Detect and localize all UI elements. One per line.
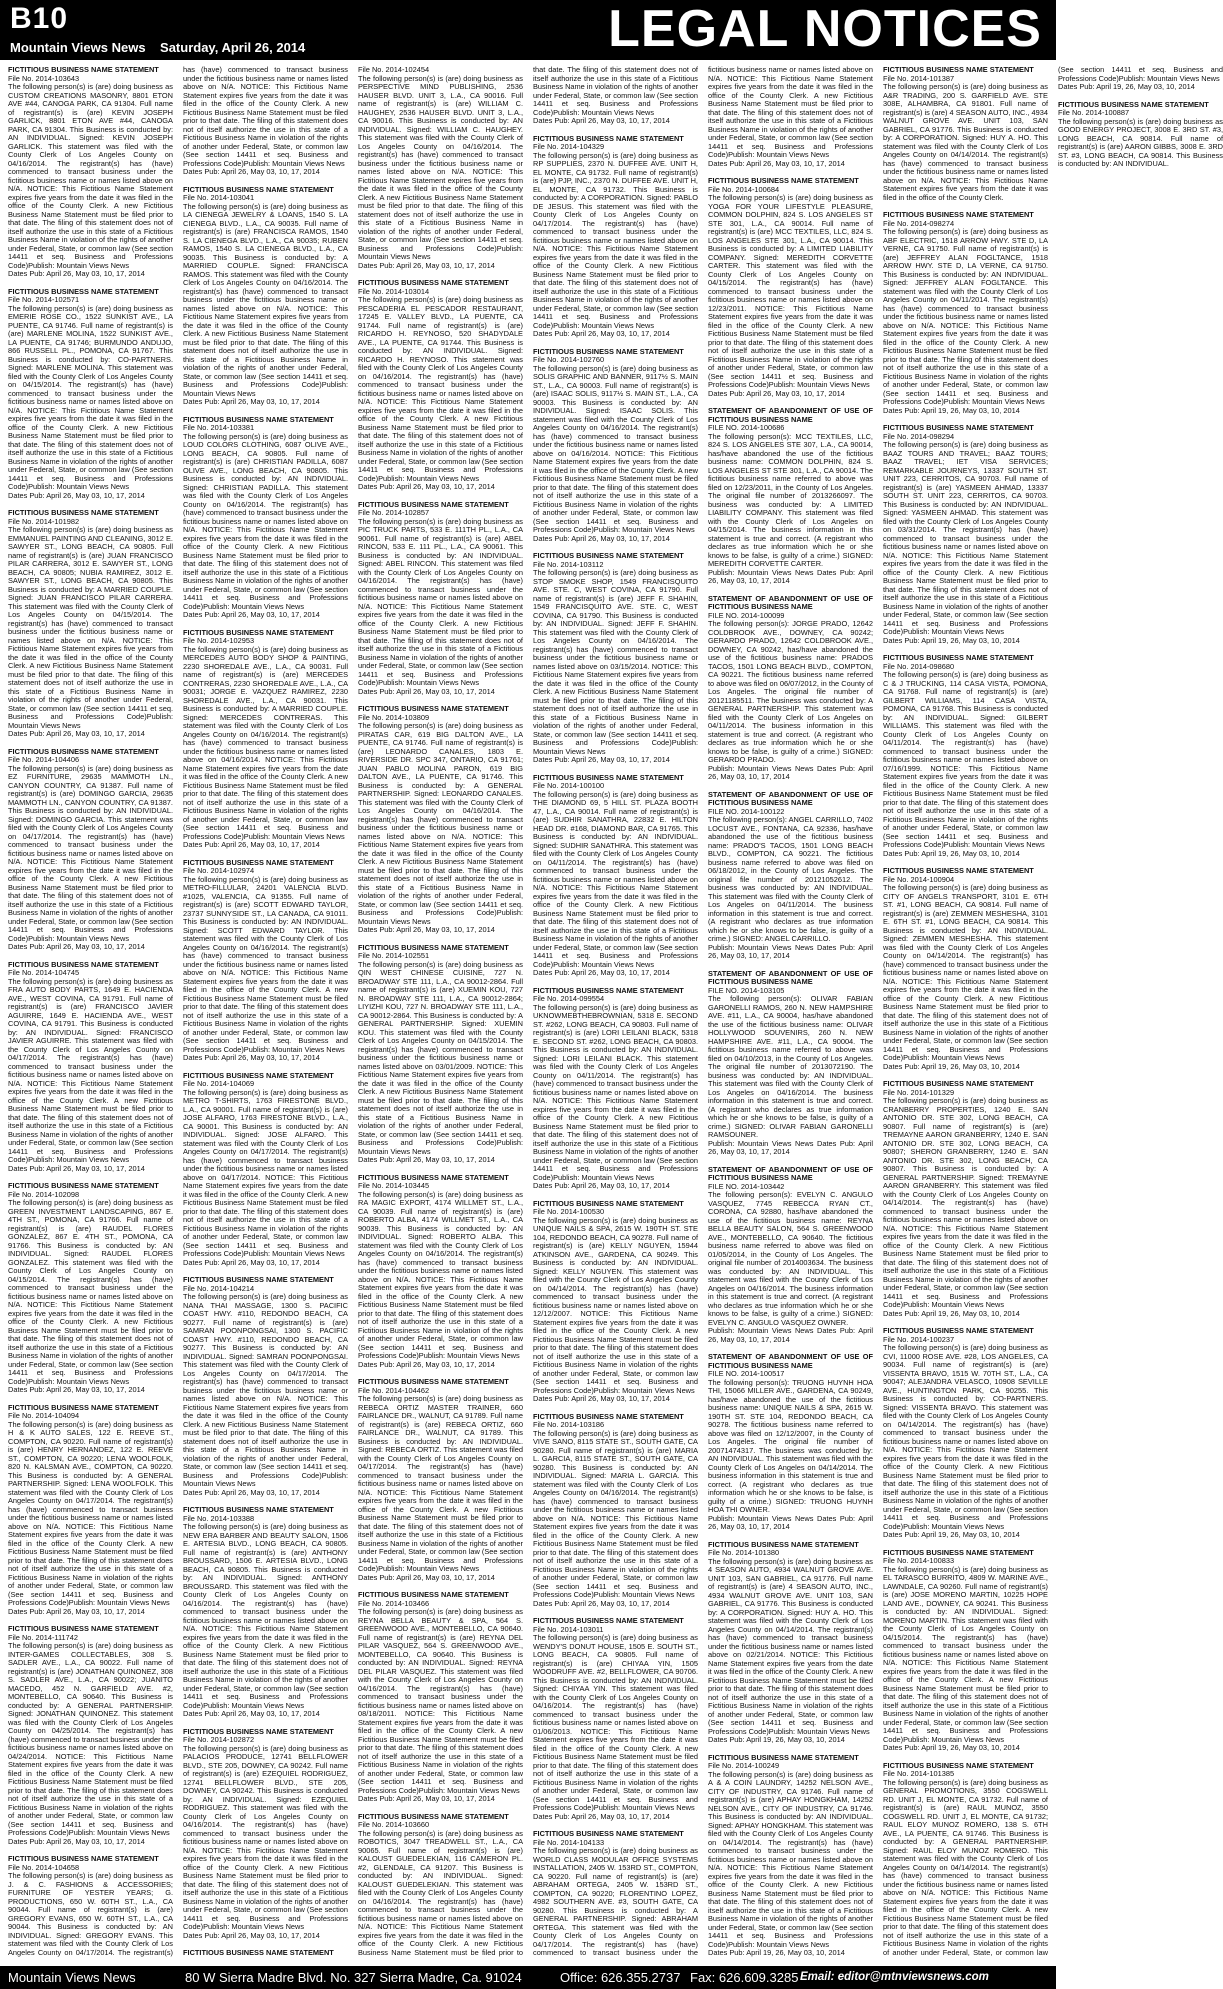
legal-notice <box>708 970 873 1157</box>
legal-notice <box>708 1166 873 1345</box>
notice-body: The following person(s) is (are) doing business as RA MAGIC EXPORT, 4174 WILLMET ST., L.A., CA 90039. Full name of registrant(s) is (are) ROBERTO ALBA, 4174 WILLMET ST., L.A., CA 90039. This Business is conducted by: AN INDIVIDUAL. Signed: ROBERTO ALBA. This statement was filed with the County Clerk of Los Angeles County on 04/16/2014. The registrant(s) has (have) commenced to transact business under the fictitious business name or names listed above on N/A. NOTICE: This Fictitious Name Statement expires five years from the date it was filed in the office of the County Clerk. A new Fictitious Business Name Statement must be filed prior to that date. The filing of this statement does not of itself authorize the use in this state of a Fictitious Business Name in violation of the rights of another under Federal, State, or common law (See section 14411 et seq. Business and Professions Code)Publish: Mountain Views News <box>358 1189 523 1360</box>
notice-body: The following person(s) is (are) doing business as REYNA BELLA BEAUTY & SPA, 564 S. GREENWOOD AVE., MONTEBELLO, CA 90640. Full name of registrant(s) is (are) REYNA DEL PILAR VASQUEZ, 564 S. GREENWOOD AVE., MONTEBELLO, CA 90640. This Business is conducted by: AN INDIVIDUAL. Signed: REYNA DEL PILAR VASQUEZ. This statement was filed with the County Clerk of Los Angeles County on 04/16/2014. The registrant(s) has (have) commenced to transact business under the fictitious business name or names listed above on 08/18/2011. NOTICE: This Fictitious Name Statement expires five years from the date it was filed in the office of the County Clerk. A new Fictitious Business Name Statement must be filed prior to that date. The filing of this statement does not of itself authorize the use in this state of a Fictitious Business Name in violation of the rights of another under Federal, State, or common law (See section 14411 et seq. Business and Professions Code)Publish: Mountain Views News <box>358 1607 523 1795</box>
notice-file-number: File No. 2014-102098 <box>8 1189 80 1199</box>
notice-body: The following person(s) is (are) doing business as CUSTOM CREATIONS MASONRY, 8801 ETON AVE #44, CANOGA PARK, CA 91304. Full name of registrant(s) is (are) KEVIN JOSEPH GARLICK, 8801 ETON AVE #44, CANOGA PARK, CA 91304. This Business is conducted by: AN INDIVIDUAL. Signed: KEVIN JOSEPH GARLICK. This statement was filed with the County Clerk of Los Angeles County on 04/16/2014. The registrant(s) has (have) commenced to transact business under the fictitious business name or names listed above on N/A. NOTICE: This Fictitious Name Statement expires five years from the date it was filed in the office of the County Clerk. A new Fictitious Business Name Statement must be filed prior to that date. The filing of this statement does not of itself authorize the use in this state of a Fictitious Business Name in violation of the rights of another under Federal, State, or common law (See section 14411 et seq. Business and Professions Code)Publish: Mountain Views News <box>8 82 173 270</box>
notice-body: The following person(s) is (are) doing business as EMERIE ROSE CO., 1522 SUNKIST AVE., LA PUENTE, CA 91746. Full name of registrant(s) is (are) MARLENE MOLINA, 1522 SUNKIST AVE., LA PUENTE, CA 91746; BURMUNDO ANDUJO, 866 RUSSELL PL., POMONA, CA 91767. This Business is conducted by: CO-PARTNERS. Signed: MARLENE MOLINA. This statement was filed with the County Clerk of Los Angeles County on 04/15/2014. The registrant(s) has (have) commenced to transact business under the fictitious business name or names listed above on N/A. NOTICE: This Fictitious Name Statement expires five years from the date it was filed in the office of the County Clerk. A new Fictitious Business Name Statement must be filed prior to that date. The filing of this statement does not of itself authorize the use in this state of a Fictitious Business Name in violation of the rights of another under Federal, State, or common law (See section 14411 et seq. Business and Professions Code)Publish: Mountain Views News <box>8 303 173 491</box>
notice-file-number: File No. 2014-100530 <box>533 1207 605 1216</box>
notice-body: The following person(s) is (are) doing business as EL TARASCO BURRITO, 4809 W. MARINE AVE., LAWNDALE, CA 90260. Full name of registrant(s) is (are) JOSE MORENO MARTIN, 10225 HOPE LAND AVE., DOWNEY, CA 90241. This Business is conducted by: AN INDIVIDUAL. Signed: MORENO MARTIN. This statement was filed with the County Clerk of Los Angeles County on 04/15/2014. The registrant(s) has (have) commenced to transact business under the fictitious business name or names listed above on N/A. NOTICE: This Fictitious Name Statement expires five years from the date it was filed in the office of the County Clerk. A new Fictitious Business Name Statement must be filed prior to that date. The filing of this statement does not of itself authorize the use in this state of a Fictitious Business Name in violation of the rights of another under Federal, State, or common law (See section 14411 et seq. Business and Professions Code)Publish: Mountain Views News <box>883 1564 1048 1744</box>
notice-file-number: File No. 2014-102857 <box>358 508 430 517</box>
notice-body: The following person(s) is (are) doing business as MERCEDES AUTO BODY SHOP & PAINTING, 2230 SHOREDALE AVE., L.A., CA 90031. Full name of registrant(s) is (are) MERCEDES CONTRERAS, 2230 SHOREDALE AVE., L.A., CA 90031; JORGE E. VAZQUEZ RAMIREZ, 2230 SHOREDALE AVE., L.A., CA 90031. This Business is conducted by: A MARRIED COUPLE. Signed: MERCEDES CONTRERAS. This statement was filed with the County Clerk of Los Angeles County on 04/16/2014. The registrant(s) has (have) commenced to transact business under the fictitious business name or names listed above on 04/16/2014. NOTICE: This Fictitious Name Statement expires five years from the date it was filed in the office of the County Clerk. A new Fictitious Business Name Statement must be filed prior to that date. The filing of this statement does not of itself authorize the use in this state of a Fictitious Business Name in violation of the rights of another under Federal, State, or common law (See section 14411 et seq. Business and Professions Code)Publish: Mountain Views News <box>183 644 348 841</box>
legal-notice <box>358 944 523 1165</box>
header-date: Saturday, April 26, 2014 <box>160 40 306 55</box>
notice-body: The following person(s): MCC TEXTILES, LLC, 824 S. LOS ANGELES STE 307, L.A., CA 90014, has/have abandoned the use of the fictitious business name: COMMON DOLPHIN, 824 S. LOS ANGELES ST STE 301, L.A., CA 90014. The fictitious business name referred to above was filed on 12/23/2011, in the County of Los Angeles. The original file number of 2013266097. The business was conducted by: A LIMITED LIABILITY COMPANY. This statement was filed with the County Clerk of Los Angeles on 04/15/2014. The business information in this statement is true and correct. (A registrant who declares as true information which he or she knows to be false, is guilty of a crime.) SIGNED: MEREDITH CORVETTE CARTER. <box>708 431 873 568</box>
notice-file-number: File No. 2014-100237 <box>883 1334 955 1344</box>
notice-title: FICTITIOUS BUSINESS NAME STATEMENT <box>708 1539 859 1549</box>
notice-body: The following person(s) is (are) doing business as WORLD CLASS MODULAR OFFICE SYSTEMS INSTALLATION, 2405 W. 153RD ST., COMPTON, CA 90220. Full name of registrant(s) is (are) ABRAHAM ORTEGA, 2405 W. 153RD ST., COMPTON, CA 90220; FLORENTINO LOPEZ, 4982 SOUTHERN AVE. #3, SOUTH GATE, CA 90280. This Business is conducted by: A GENERAL PARTNERSHIP. Signed: ABRAHAM ORTEGA. This statement was filed with the County Clerk of Los Angeles County on 04/17/2014. The registrant(s) has (have) commenced to transact business under the fictitious business name or names listed above on N/A. NOTICE: This Fictitious Name Statement expires five years from the date it was filed in the office of the County Clerk. A new Fictitious Business Name Statement must be filed prior to that date. The filing of this statement does not of itself authorize the use in this state of a Fictitious Business Name in violation of the rights of another under Federal, State, or common law (See section 14411 et seq. Business and Professions Code)Publish: Mountain Views News <box>533 65 873 1957</box>
notice-title: FICTITIOUS BUSINESS NAME STATEMENT <box>533 1829 684 1838</box>
notice-file-number: File No. 2014-100684 <box>708 184 780 194</box>
notice-publication-dates: Dates Pub: April 26, May 03, 10, 17, 2014 <box>533 755 670 764</box>
notice-body: The following person(s) is (are) doing business as NEW ERA BARBER AND BEAUTY SALON, 1506 E. ARTESIA BLVD., LONG BEACH, CA 90805. Full name of registrant(s) is (are) ANTHONY BROUSSARD, 1506 E. ARTESIA BLVD., LONG BEACH, CA 90805. This Business is conducted by: AN INDIVIDUAL. Signed: ANTHONY BROUSSARD. This statement was filed with the County Clerk of Los Angeles County on 04/16/2014. The registrant(s) has (have) commenced to transact business under the fictitious business name or names listed above on N/A. NOTICE: This Fictitious Name Statement expires five years from the date it was filed in the office of the County Clerk. A new Fictitious Business Name Statement must be filed prior to that date. The filing of this statement does not of itself authorize the use in this state of a Fictitious Business Name in violation of the rights of another under Federal, State, or common law (See section 14411 et seq. Business and Professions Code)Publish: Mountain Views News <box>183 1522 348 1710</box>
notice-body: The following person(s) is (are) doing business as METRO T-SHIRTS, 1763 FIRESTONE BLVD., L.A., CA 90001. Full name of registrant(s) is (are) JOSE ALFARO, 1763 FIRESTONE BLVD., L.A., CA 90001. This Business is conducted by: AN INDIVIDUAL. Signed: JOSE ALFARO. This statement was filed with the County Clerk of Los Angeles County on 04/17/2014. The registrant(s) has (have) commenced to transact business under the fictitious business name or names listed above on 04/17/2014. NOTICE: This Fictitious Name Statement expires five years from the date it was filed in the office of the County Clerk. A new Fictitious Business Name Statement must be filed prior to that date. The filing of this statement does not of itself authorize the use in this state of a Fictitious Business Name in violation of the rights of another under Federal, State, or common law (See section 14411 et seq. Business and Professions Code)Publish: Mountain Views News <box>183 1087 348 1258</box>
notice-file-number: FILE NO. 2014-103442 <box>708 1181 785 1191</box>
legal-notice <box>8 66 173 279</box>
notice-title: STATEMENT OF ABANDONMENT OF USE OF FICTITIOUS BUSINESS NAME <box>708 593 873 611</box>
legal-notice <box>883 867 1048 1071</box>
notice-publication-dates: Dates Pub: April 26, May 03, 10, 17, 2014 <box>8 1606 145 1616</box>
notice-title: FICTITIOUS BUSINESS NAME STATEMENT <box>533 346 684 356</box>
notice-body: The following person(s) is (are) doing business as VIVE SANO, 8115 STATE ST., SOUTH GATE, CA 90280. Full name of registrant(s) is (are) MARIA L. GARCIA, 8115 STATE ST., SOUTH GATE, CA 90280. This Business is conducted by: AN INDIVIDUAL. Signed: MARIA L. GARCIA. This statement was filed with the County Clerk of Los Angeles County on 04/16/2014. The registrant(s) has (have) commenced to transact business under the fictitious business name or names listed above on N/A. NOTICE: This Fictitious Name Statement expires five years from the date it was filed in the office of the County Clerk. A new Fictitious Business Name Statement must be filed prior to that date. The filing of this statement does not of itself authorize the use in this state of a Fictitious Business Name in violation of the rights of another under Federal, State, or common law (See section 14411 et seq. Business and Professions Code)Publish: Mountain Views News <box>533 1428 698 1599</box>
notice-title: FICTITIOUS BUSINESS NAME STATEMENT <box>8 746 159 756</box>
notice-body: The following person(s) is (are) doing business as LA CIENEGA JEWELRY & LOANS, 1540 S. LA CIENEGA BLVD., L.A., CA 90035. Full name of registrant(s) is (are) FRANCISCA RAMOS, 1540 S. LA CIENEGA BLVD., L.A., CA 90035; RUBEN RAMOS, 1540 S. LA CIENEGA BLVD., L.A., CA 90035. This Business is conducted by: A MARRIED COUPLE. Signed: FRANCISCA RAMOS. This statement was filed with the County Clerk of Los Angeles County on 04/16/2014. The registrant(s) has (have) commenced to transact business under the fictitious business name or names listed above on N/A. NOTICE: This Fictitious Name Statement expires five years from the date it was filed in the office of the County Clerk. A new Fictitious Business Name Statement must be filed prior to that date. The filing of this statement does not of itself authorize the use in this state of a Fictitious Business Name in violation of the rights of another under Federal, State, or common law (See section 14411 et seq. Business and Professions Code)Publish: Mountain Views News <box>183 201 348 398</box>
notice-file-number: FILE NO. 2014-103105 <box>708 985 785 995</box>
notice-file-number: File No. 2014-103041 <box>183 193 255 202</box>
legal-notice <box>708 791 873 961</box>
legal-notice <box>183 416 348 620</box>
notice-publication-dates: Dates Pub: April 19, 26, May 03, 10, 2014 <box>708 1735 845 1744</box>
notice-body: The following person(s) is (are) doing business as A & A COIN LAUNDRY, 14252 NELSON AVE., CITY OF INDUSTRY, CA 91746. Full name of registrant(s) is (are) APHAY HONGKHAM, 14252 NELSON AVE., CITY OF INDUSTRY, CA 91746. This Business is conducted by: AN INDIVIDUAL. Signed: APHAY HONGKHAM. This statement was filed with the County Clerk of Los Angeles County on 04/14/2014. The registrant(s) has (have) commenced to transact business under the fictitious business name or names listed above on N/A. NOTICE: This Fictitious Name Statement expires five years from the date it was filed in the office of the County Clerk. A new Fictitious Business Name Statement must be filed prior to that date. The filing of this statement does not of itself authorize the use in this state of a Fictitious Business Name in violation of the rights of another under Federal, State, or common law (See section 14411 et seq. Business and Professions Code)Publish: Mountain Views News <box>708 1769 873 1949</box>
legal-notice <box>883 654 1048 858</box>
notice-publication-dates: Dates Pub: April 19, 26, May 03, 10, 2014 <box>883 1530 1020 1539</box>
notice-body: The following person(s) is (are) doing business as PIRATAS CAR, 619 BIG DALTON AVE., LA PUENTE, CA 91746. Full name of registrant(s) is (are) LEONARDO CANALES, 1803 E. RIVERSIDE DR. SPC 347, ONTARIO, CA 91761; JUAN PABLO MOLINA PARON, 619 BIG DALTON AVE., LA PUENTE, CA 91746. This Business is conducted by: A GENERAL PARTNERSHIP. Signed: LEONARDO CANALES. This statement was filed with the County Clerk of Los Angeles County on 04/16/2014. The registrant(s) has (have) commenced to transact business under the fictitious business name or names listed above on N/A. NOTICE: This Fictitious Name Statement expires five years from the date it was filed in the office of the County Clerk. A new Fictitious Business Name Statement must be filed prior to that date. The filing of this statement does not of itself authorize the use in this state of a Fictitious Business Name in violation of the rights of another under Federal, State, or common law (See section 14411 et seq. Business and Professions Code)Publish: Mountain Views News <box>358 721 523 926</box>
notice-file-number: File No. 2014-099554 <box>533 994 605 1003</box>
notice-title: FICTITIOUS BUSINESS NAME STATEMENT <box>883 1326 1034 1335</box>
notice-file-number: File No. 2014-103186 <box>533 1420 605 1429</box>
notice-title: FICTITIOUS BUSINESS NAME STATEMENT <box>8 65 159 74</box>
header-paper-date <box>10 40 305 55</box>
notice-file-number: File No. 2014-103445 <box>358 1181 430 1190</box>
notice-title: FICTITIOUS BUSINESS NAME STATEMENT <box>533 1198 684 1208</box>
notice-title: STATEMENT OF ABANDONMENT OF USE OF FICTITIOUS BUSINESS NAME <box>708 406 873 424</box>
notice-title: FICTITIOUS BUSINESS NAME STATEMENT <box>183 1275 334 1284</box>
notice-title: FICTITIOUS BUSINESS NAME STATEMENT <box>883 1547 1034 1557</box>
notice-title: FICTITIOUS BUSINESS NAME STATEMENT <box>8 1181 159 1190</box>
notice-publication-dates: Dates Pub: April 26, May 03, 10, 17, 2014 <box>358 1794 495 1803</box>
notice-title: FICTITIOUS BUSINESS NAME STATEMENT <box>358 1172 509 1182</box>
page-header <box>0 0 1056 60</box>
legal-notice <box>8 1625 173 1846</box>
notice-file-number: File No. 2014-100100 <box>533 781 605 790</box>
notice-file-number: File No. 2014-103011 <box>533 1624 604 1634</box>
legal-notice <box>883 1549 1048 1753</box>
notice-publication-dates: Dates Pub: April 26, May 03, 10, 17, 2014 <box>8 269 145 278</box>
legal-notice <box>358 1591 523 1804</box>
notice-body: The following person(s) is (are) doing business as REBECA ORTIZ MASTER TRAINER, 660 FAIRLANCE DR., WALNUT, CA 91789. Full name of registrant(s) is (are) REBECA ORTIZ, 660 FAIRLANCE DR., WALNUT, CA 91789. This Business is conducted by: AN INDIVIDUAL. Signed: REBECA ORTIZ. This statement was filed with the County Clerk of Los Angeles County on 04/17/2014. The registrant(s) has (have) commenced to transact business under the fictitious business name or names listed above on N/A. NOTICE: This Fictitious Name Statement expires five years from the date it was filed in the office of the County Clerk. A new Fictitious Business Name Statement must be filed prior to that date. The filing of this statement does not of itself authorize the use in this state of a Fictitious Business Name in violation of the rights of another under Federal, State, or common law (See section 14411 et seq. Business and Professions Code)Publish: Mountain Views News <box>358 1394 523 1573</box>
notice-body: The following person(s) is (are) doing business as THE DIAMOND 69, 5 HILL ST. PLAZA BOOTH 47, L.A., CA 90014. Full name of registrant(s) is (are) SUDHIR SANATHRA, 22832 E. HILTON HEAD DR. #168, DIAMOND BAR, CA 91765. This Business is conducted by: AN INDIVIDUAL. Signed: SUDHIR SANATHRA. This statement was filed with the County Clerk of Los Angeles County on 04/11/2014. The registrant(s) has (have) commenced to transact business under the fictitious business name or names listed above on N/A. NOTICE: This Fictitious Name Statement expires five years from the date it was filed in the office of the County Clerk. A new Fictitious Business Name Statement must be filed prior to that date. The filing of this statement does not of itself authorize the use in this state of a Fictitious Business Name in violation of the rights of another under Federal, State, or common law (See section 14411 et seq. Business and Professions Code)Publish: Mountain Views News <box>533 789 698 969</box>
notice-title: FICTITIOUS BUSINESS NAME STATEMENT <box>8 1624 159 1633</box>
notice-body: The following person(s) is (are) doing business as STOP SMOKE SHOP, 1549 FRANCISQUITO AVE. STE. C, WEST COVINA, CA 91790. Full name of registrant(s) is (are) JEFF F. SHAHIN, 1549 FRANCISQUITO AVE. STE. C, WEST COVINA, CA 91790. This Business is conducted by: AN INDIVIDUAL. Signed: JEFF F. SHAHIN. This statement was filed with the County Clerk of Los Angeles County on 04/16/2014. The registrant(s) has (have) commenced to transact business under the fictitious business name or names listed above on 03/15/2014. NOTICE: This Fictitious Name Statement expires five years from the date it was filed in the office of the County Clerk. A new Fictitious Business Name Statement must be filed prior to that date. The filing of this statement does not of itself authorize the use in this state of a Fictitious Business Name in violation of the rights of another under Federal, State, or common law (See section 14411 et seq. Business and Professions Code)Publish: Mountain Views News <box>533 568 698 756</box>
notice-publication-dates: Dates Pub: April 26, May 03, 10, 17, 2014 <box>358 1155 495 1164</box>
notice-file-number: File No. 2014-104658 <box>8 1862 80 1872</box>
notice-body: The following person(s) is (are) doing business as CRANBERRY PROPERTIES, 1240 E. SAN ANTONIO DR. STE 302, LONG BEACH, CA 90807. Full name of registrant(s) is (are) TREMAYNE AARON GRANBERRY, 1240 E. SAN ANTONIO DR. STE 302, LONG BEACH, CA 90807; SHERON GRANBERRY, 1240 E. SAN ANTONIO DR. STE 302, LONG BEACH, CA 90807. This Business is conducted by: A GENERAL PARTNERSHIP. Signed: TREMAYNE AARON GRANBERRY. This statement was filed with the County Clerk of Los Angeles County on 04/14/2014. The registrant(s) has (have) commenced to transact business under the fictitious business name or names listed above on N/A. NOTICE: This Fictitious Name Statement expires five years from the date it was filed in the office of the County Clerk. A new Fictitious Business Name Statement must be filed prior to that date. The filing of this statement does not of itself authorize the use in this state of a Fictitious Business Name in violation of the rights of another under Federal, State, or common law (See section 14411 et seq. Business and Professions Code)Publish: Mountain Views News <box>883 1096 1048 1309</box>
notice-title: FICTITIOUS BUSINESS NAME STATEMENT <box>358 1377 509 1386</box>
notice-body: The following person(s) is (are) doing business as EZ FURNITURE, 29635 MAMMOTH LN., CANYON COUNTRY, CA 91387. Full name of registrant(s) is (are) DOMINGO GARCIA, 29635 MAMMOTH LN., CANYON COUNTRY, CA 91387. This Business is conducted by: AN INDIVIDUAL. Signed: DOMINGO GARCIA. This statement was filed with the County Clerk of Los Angeles County on 04/17/2014. The registrant(s) has (have) commenced to transact business under the fictitious business name or names listed above on N/A. NOTICE: This Fictitious Name Statement expires five years from the date it was filed in the office of the County Clerk. A new Fictitious Business Name Statement must be filed prior to that date. The filing of this statement does not of itself authorize the use in this state of a Fictitious Business Name in violation of the rights of another under Federal, State, or common law (See section 14411 et seq. Business and Professions Code)Publish: Mountain Views News <box>8 763 173 943</box>
footer-paper-name: Mountain Views News <box>8 1970 136 1985</box>
legal-notice <box>708 595 873 782</box>
notice-publication-dates: Dates Pub: April 26, May 03, 10, 17, 2014 <box>8 490 145 500</box>
notice-body: The following person(s) is (are) doing business as INTER-GAMES COLLECTABLES, 308 S. SADLER AVE., L.A., CA 90022. Full name of registrant(s) is (are) JONATHAN QUINONEZ, 308 S. SADLER AVE., L.A., CA 90022; JUANITO MACEDO, 452 N. GARFIELD AVE. #2, MONTEBELLO, CA 90640. This Business is conducted by: A GENERAL PARTNERSHIP. Signed: JONATHAN QUINONEZ. This statement was filed with the County Clerk of Los Angeles County on 04/25/2014. The registrant(s) has (have) commenced to transact business under the fictitious business name or names listed above on 04/24/2014. NOTICE: This Fictitious Name Statement expires five years from the date it was filed in the office of the County Clerk. A new Fictitious Business Name Statement must be filed prior to that date. The filing of this statement does not of itself authorize the use in this state of a Fictitious Business Name in violation of the rights of another under Federal, State, or common law (See section 14411 et seq. Business and Professions Code)Publish: Mountain Views News <box>8 1641 173 1837</box>
notice-title: FICTITIOUS BUSINESS NAME STATEMENT <box>358 942 509 952</box>
notice-body: The following person(s) is (are) doing business as YOGA FOR YOUR LIFESTYLE PLEASURE, COMMON DOLPHIN, 824 S. LOS ANGELES ST STE 301, L.A., CA 90014. Full name of registrant(s) is (are) MCC TEXTILES, LLC, 824 S. LOS ANGELES STE 301, L.A., CA 90014. This Business is conducted by: A LIMITED LIABILITY COMPANY. Signed: MEREDITH CORVETTE CARTER. This statement was filed with the County Clerk of Los Angeles County on 04/15/2014. The registrant(s) has (have) commenced to transact business under the fictitious business name or names listed above on 12/23/2011. NOTICE: This Fictitious Name Statement expires five years from the date it was filed in the office of the County Clerk. A new Fictitious Business Name Statement must be filed prior to that date. The filing of this statement does not of itself authorize the use in this state of a Fictitious Business Name in violation of the rights of another under Federal, State, or common law (See section 14411 et seq. Business and Professions Code)Publish: Mountain Views News <box>708 193 873 389</box>
notice-title: FICTITIOUS BUSINESS NAME STATEMENT <box>183 414 334 424</box>
notice-body: The following person(s) is (are) doing business as 4 SEASON AUTO, 4934 WALNUT GROVE AVE. UNIT 103, SAN GABRIEL, CA 91776. Full name of registrant(s) is (are) 4 SEASON AUTO, INC., 4934 WALNUT GROVE AVE. UNIT 103, SAN GABRIEL, CA 91776. This Business is conducted by: A CORPORATION. Signed: HUY A. HO. This statement was filed with the County Clerk of Los Angeles County on 04/14/2014. The registrant(s) has (have) commenced to transact business under the fictitious business name or names listed above on 02/21/2014. NOTICE: This Fictitious Name Statement expires five years from the date it was filed in the office of the County Clerk. A new Fictitious Business Name Statement must be filed prior to that date. The filing of this statement does not of itself authorize the use in this state of a Fictitious Business Name in violation of the rights of another under Federal, State, or common law (See section 14411 et seq. Business and Professions Code)Publish: Mountain Views News <box>708 1556 873 1736</box>
notice-body: The following person(s) is (are) doing business as H & K AUTO SALES, 122 E. REEVE ST., COMPTON, CA 90220. Full name of registrant(s) is (are) HENRY HERNANDEZ, 122 E. REEVE ST., COMPTON, CA 90220; LENA WOOLFOLK, 820 N. KALSMAN AVE., COMPTON, CA 90220. This Business is conducted by: A GENERAL PARTNERSHIP. Signed: LENA WOOLFOLK. This statement was filed with the County Clerk of Los Angeles County on 04/17/2014. The registrant(s) has (have) commenced to transact business under the fictitious business name or names listed above on N/A. NOTICE: This Fictitious Name Statement expires five years from the date it was filed in the office of the County Clerk. A new Fictitious Business Name Statement must be filed prior to that date. The filing of this statement does not of itself authorize the use in this state of a Fictitious Business Name in violation of the rights of another under Federal, State, or common law (See section 14411 et seq. Business and Professions Code)Publish: Mountain Views News <box>8 1419 173 1607</box>
notice-file-number: File No. 2014-102974 <box>183 866 255 875</box>
notice-file-number: File No. 2014-102760 <box>533 355 605 364</box>
notice-file-number: File No. 2014-101982 <box>8 516 80 526</box>
notice-file-number: File No. 2014-098274 <box>883 218 955 228</box>
notice-publication-dates: Dates Pub: April 19, 26, May 03, 10, 2014 <box>883 1743 1020 1752</box>
notice-body: The following person(s) is (are) doing business as GENERAL PROMOTIONS, 3550 COGSWELL RD. UNIT J, EL MONTE, CA 91732. Full name of registrant(s) is (are) RAUL MUNOZ, 3550 COGSWELL RD. UNIT J, EL MONTE, CA 91732; RAUL ELOY MUNOZ ROMERO, 138 S. 6TH AVE., LA PUENTE, CA 91746. This Business is conducted by: A GENERAL PARTNERSHIP. Signed: RAUL ELOY MUNOZ ROMERO. This statement was filed with the County Clerk of Los Angeles County on 04/14/2014. The registrant(s) has (have) commenced to transact business under the fictitious business name or names listed above on N/A. NOTICE: This Fictitious Name Statement expires five years from the date it was filed in the office of the County Clerk. A new Fictitious Business Name Statement must be filed prior to that date. The filing of this statement does not of itself authorize the use in this state of a Fictitious Business Name in violation of the rights of another under Federal, State, or common law (See section 14411 et seq. Business and Professions Code)Publish: Mountain Views News <box>883 65 1223 1957</box>
legal-notice <box>183 186 348 407</box>
notice-body: The following person(s): OLIVAR FABIAN GARONELLI RAMOS, 260 N. NEW HAMPSHIRE AVE. #11, L.A., CA 90004, has/have abandoned the use of the fictitious business name: OLIVAR HOLLYWOOD SOUVENIRS, 260 N. NEW HAMPSHIRE AVE. #11, L.A., CA 90004. The fictitious business name referred to above was filed on 04/10/2013, in the County of Los Angeles. The original file number of 2013072190. The business was conducted by: AN INDIVIDUAL. This statement was filed with the County Clerk of Los Angeles on 04/16/2014. The business information in this statement is true and correct. (A registrant who declares as true information which he or she knows to be false, is guilty of a crime.) SIGNED: OLIVAR FABIAN GARONELLI RAMSOUNER. <box>708 994 873 1139</box>
legal-notice <box>358 501 523 697</box>
notice-title: FICTITIOUS BUSINESS NAME STATEMENT <box>1058 99 1209 109</box>
legal-notice <box>883 424 1048 645</box>
notice-body: The following person(s) is (are) doing business as ROBOTICS, 3047 TREADWELL ST., L.A., CA 90065. Full name of registrant(s) is (are) KALOUST GUEDELEKIAN, 116 CAMERON PL. #2, GLENDALE, CA 91207. This Business is conducted by: AN INDIVIDUAL. Signed: KALOUST GUEDELEKIAN. This statement was filed with the County Clerk of Los Angeles County on 04/16/2014. The registrant(s) has (have) commenced to transact business under the fictitious business name or names listed above on N/A. NOTICE: This Fictitious Name Statement expires five years from the date it was filed in the office of the County Clerk. A new Fictitious Business Name Statement must be filed prior to that date. The filing of this statement does not of itself authorize the use in this state of a Fictitious Business Name in violation of the rights of another under Federal, State, or common law (See section 14411 et seq. Business and Professions Code)Publish: Mountain Views News <box>358 65 698 1957</box>
notice-publication-dates: Dates Pub: April 26, May 03, 10, 17, 2014 <box>8 1385 145 1394</box>
notice-body: The following person(s): EVELYN C. ANGULO VASQUEZ, 7745 REBECCA RYAN CT., CORONA, CA 92880, has/have abandoned the use of the fictitious business name: REYNA BELLA BEAUTY SALON, 564 S. GREENWOOD AVE., MONTEBELLO, CA 90640. The fictitious business name referred to above was filed on 01/05/2014, in the County of Los Angeles. The original file number of 2014003634. The business was conducted by: AN INDIVIDUAL. This statement was filed with the County Clerk of Los Angeles on 04/16/2014. The business information in this statement is true and correct. (A registrant who declares as true information which he or she knows to be false, is guilty of a crime.) SIGNED: EVELYN C. ANGULO VASQUEZ OWNER. <box>708 1190 873 1327</box>
notice-file-number: FILE NO. 2014-100122 <box>708 806 785 816</box>
legal-notice <box>183 1072 348 1268</box>
notice-publication-dates: Dates Pub: April 26, May 03, 10, 17, 2014 <box>533 116 670 125</box>
notice-publication-dates: Dates Pub: April 26, May 03, 10, 17, 2014 <box>533 1181 670 1190</box>
legal-notice <box>183 1506 348 1719</box>
notice-publication-dates: Dates Pub: April 26, May 03, 10, 17, 2014 <box>533 1394 670 1403</box>
notice-body: The following person(s) is (are) doing business as EMMANUEL PAINTING AND CLEANING, 3012 E. SAWYER ST., LONG BEACH, CA 90805. Full name of registrant(s) is (are) JUAN FRANCISCO PILAR CARRERA, 3012 E. SAWYER ST., LONG BEACH, CA 90805; NUBIA RAMIREZ, 3012 E. SAWYER ST., LONG BEACH, CA 90805. This Business is conducted by: A MARRIED COUPLE. Signed: JUAN FRANCISCO PILAR CARRERA. This statement was filed with the County Clerk of Los Angeles County on 04/15/2014. The registrant(s) has (have) commenced to transact business under the fictitious business name or names listed above on N/A. NOTICE: This Fictitious Name Statement expires five years from the date it was filed in the office of the County Clerk. A new Fictitious Business Name Statement must be filed prior to that date. The filing of this statement does not of itself authorize the use in this state of a Fictitious Business Name in violation of the rights of another under Federal, State, or common law (See section 14411 et seq. Business and Professions Code)Publish: Mountain Views News <box>8 525 173 730</box>
notice-body: The following person(s) is (are) doing business as BAAZ TOURS AND TRAVEL; BAAZ TOURS; BAAZ TRAVEL; IET VISA SERVICES; REMARKABLE JOURNEYS, 13337 SOUTH ST. UNIT 223, CERRITOS, CA 90703. Full name of registrant(s) is (are) YASMEEN AHMAD, 13337 SOUTH ST. UNIT 223, CERRITOS, CA 90703. This Business is conducted by: AN INDIVIDUAL. Signed: YASMEEN AHMAD. This statement was filed with the County Clerk of Los Angeles County on 03/31/2014. The registrant(s) has (have) commenced to transact business under the fictitious business name or names listed above on N/A. NOTICE: This Fictitious Name Statement expires five years from the date it was filed in the office of the County Clerk. A new Fictitious Business Name Statement must be filed prior to that date. The filing of this statement does not of itself authorize the use in this state of a Fictitious Business Name in violation of the rights of another under Federal, State, or common law (See section 14411 et seq. Business and Professions Code)Publish: Mountain Views News <box>883 440 1048 636</box>
notice-title: STATEMENT OF ABANDONMENT OF USE OF FICTITIOUS BUSINESS NAME <box>708 1164 873 1182</box>
legal-notice <box>183 1276 348 1497</box>
notice-publication-dates: Dates Pub: April 26, May 03, 10, 17, 2014 <box>533 533 670 543</box>
footer-email[interactable]: Email: editor@mtnviewsnews.com <box>800 1971 989 1983</box>
notice-body: The following person(s) is (are) doing business as GREEN INVESTMENT LANDSCAPING, 867 E. 4TH ST., POMONA, CA 91766. Full name of registrant(s) is (are) RAUDEL FLORES GONZALEZ, 867 E. 4TH ST., POMONA, CA 91766. This Business is conducted by: AN INDIVIDUAL. Signed: RAUDEL FLORES GONZALEZ. This statement was filed with the County Clerk of Los Angeles County on 04/15/2014. The registrant(s) has (have) commenced to transact business under the fictitious business name or names listed above on N/A. NOTICE: This Fictitious Name Statement expires five years from the date it was filed in the office of the County Clerk. A new Fictitious Business Name Statement must be filed prior to that date. The filing of this statement does not of itself authorize the use in this state of a Fictitious Business Name in violation of the rights of another under Federal, State, or common law (See section 14411 et seq. Business and Professions Code)Publish: Mountain Views News <box>8 1198 173 1386</box>
notice-body: The following person(s): TRUONG HUYNH HOA THI, 15066 MILLER AVE., GARDENA, CA 90249, has/have abandoned the use of the fictitious business name: UNIQUE NAILS & SPA, 2615 W. 190TH ST. STE 104, REDONDO BEACH, CA 90278. The fictitious business name referred to above was filed on 12/12/2007, in the County of Los Angeles. The original file number of 20071474317. The business was conducted by: AN INDIVIDUAL. This statement was filed with the County Clerk of Los Angeles on 04/14/2014. The business information in this statement is true and correct. (A registrant who declares as true information which he or she knows to be false, is guilty of a crime.) SIGNED: TRUONG HUYNH HOA THI OWNER. <box>708 1377 873 1514</box>
notice-file-number: File No. 2014-104069 <box>183 1079 255 1088</box>
notice-title: FICTITIOUS BUSINESS NAME STATEMENT <box>533 551 684 560</box>
notice-publication-dates: Dates Pub: April 19, 26, May 03, 10, 2014 <box>883 1061 1020 1071</box>
notice-title: FICTITIOUS BUSINESS NAME STATEMENT <box>8 508 159 517</box>
notice-file-number: File No. 2014-102953 <box>183 636 255 645</box>
notice-publication-dates: Dates Pub: April 26, May 03, 10, 17, 2014 <box>533 1598 670 1608</box>
legal-notice <box>358 279 523 492</box>
notice-file-number: File No. 2014-100249 <box>708 1761 780 1770</box>
notice-body: The following person(s) is (are) doing business as UKNOWMEBTHEBROWNIAN, 5318 E. SECOND ST. #262, LONG BEACH, CA 90803. Full name of registrant(s) is (are) LORI LEILANI BLACK, 5318 E. SECOND ST. #262, LONG BEACH, CA 90803. This Business is conducted by: AN INDIVIDUAL. Signed: LORI LEILANI BLACK. This statement was filed with the County Clerk of Los Angeles County on 04/11/2014. The registrant(s) has (have) commenced to transact business under the fictitious business name or names listed above on N/A. NOTICE: This Fictitious Name Statement expires five years from the date it was filed in the office of the County Clerk. A new Fictitious Business Name Statement must be filed prior to that date. The filing of this statement does not of itself authorize the use in this state of a Fictitious Business Name in violation of the rights of another under Federal, State, or common law (See section 14411 et seq. Business and Professions Code)Publish: Mountain Views News <box>533 1002 698 1182</box>
notice-file-number: FILE NO. 2014-100099 <box>708 610 785 620</box>
notice-publication-dates: Dates Pub: April 26, May 03, 10, 17, 2014 <box>358 1359 495 1369</box>
notice-publication-dates: Dates Pub: April 26, May 03, 10, 17, 2014 <box>358 482 495 491</box>
legal-notice <box>358 705 523 935</box>
notice-title: FICTITIOUS BUSINESS NAME STATEMENT <box>8 1854 159 1863</box>
section-title: LEGAL NOTICES <box>608 0 1042 58</box>
notice-body: The following person(s) is (are) doing business as WENDY'S DONUT HOUSE, 1505 E. SOUTH ST., LONG BEACH, CA 90805. Full name of registrant(s) is (are) CHIYAA YIN, 1505 WOODRUFF AVE. #2, BELLFLOWER, CA 90706. This Business is conducted by: AN INDIVIDUAL. Signed: CHIYAA YIN. This statement was filed with the County Clerk of Los Angeles County on 04/16/2014. The registrant(s) has (have) commenced to transact business under the fictitious business name or names listed above on 01/06/2013. NOTICE: This Fictitious Name Statement expires five years from the date it was filed in the office of the County Clerk. A new Fictitious Business Name Statement must be filed prior to that date. The filing of this statement does not of itself authorize the use in this state of a Fictitious Business Name in violation of the rights of another under Federal, State, or common law (See section 14411 et seq. Business and Professions Code)Publish: Mountain Views News <box>533 1633 698 1812</box>
notice-file-number: File No. 2014-102872 <box>183 1735 255 1744</box>
notice-file-number: FILE NO. 2014-100517 <box>708 1369 785 1378</box>
notice-publication-dates: Dates Pub: April 26, May 03, 10, 17, 2014 <box>183 1930 320 1940</box>
notice-body: The following person(s) is (are) doing business as J. & C. FASHIONS & ACCESSORIES; FURNITURE OF YESTER YEARS; G. PRODUCTIONS, 650 W. 60TH ST., L.A., CA 90044. Full name of registrant(s) is (are) GREGORY EVANS, 650 W. 60TH ST., L.A., CA 90044. This Business is conducted by: AN INDIVIDUAL. Signed: GREGORY EVANS. This statement was filed with the County Clerk of Los Angeles County on 04/17/2014. The registrant(s) has (have) commenced to transact business under the fictitious business name or names listed above on N/A. NOTICE: This Fictitious Name Statement expires five years from the date it was filed in the office of the County Clerk. A new Fictitious Business Name Statement must be filed prior to that date. The filing of this statement does not of itself authorize the use in this state of a Fictitious Business Name in violation of the rights of another under Federal, State, or common law (See section 14411 et seq. Business and Professions Code)Publish: Mountain Views News <box>8 65 348 1957</box>
notice-title: FICTITIOUS BUSINESS NAME STATEMENT <box>883 653 1034 662</box>
legal-notice <box>533 348 698 544</box>
notice-file-number: File No. 2014-104462 <box>358 1385 430 1395</box>
notice-title: FICTITIOUS BUSINESS NAME STATEMENT <box>8 959 159 969</box>
legal-notice <box>533 987 698 1191</box>
notice-title: FICTITIOUS BUSINESS NAME STATEMENT <box>533 772 684 782</box>
legal-notice <box>533 135 698 339</box>
notice-title: STATEMENT OF ABANDONMENT OF USE OF FICTITIOUS BUSINESS NAME <box>708 789 873 807</box>
legal-notice <box>708 1541 873 1745</box>
notice-file-number: File No. 2014-100904 <box>883 874 955 884</box>
notice-body: The following person(s): JORGE PRADO, 12642 COLDBROOK AVE., DOWNEY, CA 90242; GERARDO PRADO, 12642 COLDBROOK AVE., DOWNEY, CA 90242, has/have abandoned the use of the fictitious business name: PRADOS TACOS, 1501 LONG BEACH BLVD., COMPTON, CA 90221. The fictitious business name referred to above was filed on 06/07/2012, in the County of Los Angeles. The original file number of 20121185511. The business was conducted by: A GENERAL PARTNERSHIP. This statement was filed with the County Clerk of Los Angeles on 04/11/2014. The business information in this statement is true and correct. (A registrant who declares as true information which he or she knows to be false, is guilty of a crime.) SIGNED: GERARDO PRADO. <box>708 619 873 764</box>
notice-file-number: File No. 2014-101387 <box>883 73 955 83</box>
notice-title: FICTITIOUS BUSINESS NAME STATEMENT <box>533 1616 684 1625</box>
notice-title: FICTITIOUS BUSINESS NAME STATEMENT <box>183 627 334 637</box>
notice-publication-dates: Dates Pub: April 26, May 03, 10, 17, 2014 <box>183 167 320 176</box>
legal-notice <box>183 629 348 850</box>
notice-file-number: File No. 2014-098680 <box>883 661 955 671</box>
notice-title: FICTITIOUS BUSINESS NAME STATEMENT <box>183 1070 334 1080</box>
notice-file-number: File No. 2014-101329 <box>883 1087 955 1097</box>
notice-publication-dates: Dates Pub: April 26, May 03, 10, 17, 2014 <box>358 686 495 696</box>
legal-notice <box>533 1617 698 1821</box>
legal-notice <box>883 66 1048 202</box>
notice-title: FICTITIOUS BUSINESS NAME STATEMENT <box>883 1079 1034 1088</box>
notice-body: The following person(s) is (are) doing business as PALACIOS PRODUCE, 12741 BELLFLOWER BLVD., STE 205, DOWNEY, CA 90242. Full name of registrant(s) is (are) EZEQUIEL RODRIGUEZ, 12741 BELLFLOWER BLVD., STE 205, DOWNEY, CA 90242. This Business is conducted by: AN INDIVIDUAL. Signed: EZEQUIEL RODRIGUEZ. This statement was filed with the County Clerk of Los Angeles County on 04/16/2014. The registrant(s) has (have) commenced to transact business under the fictitious business name or names listed above on N/A. NOTICE: This Fictitious Name Statement expires five years from the date it was filed in the office of the County Clerk. A new Fictitious Business Name Statement must be filed prior to that date. The filing of this statement does not of itself authorize the use in this state of a Fictitious Business Name in violation of the rights of another under Federal, State, or common law (See section 14411 et seq. Business and Professions Code)Publish: Mountain Views News <box>183 1743 348 1931</box>
page-number: B10 <box>10 2 69 35</box>
notice-publication-dates: Dates Pub: April 26, May 03, 10, 17, 2014 <box>183 610 320 619</box>
header-paper-name: Mountain Views News <box>10 40 146 55</box>
notice-title: FICTITIOUS BUSINESS NAME STATEMENT <box>183 1726 334 1736</box>
legal-notice <box>533 552 698 765</box>
notice-body: The following person(s) is (are) doing business as NANA THAI MASSAGE, 1300 S. PACIFIC COAST HWY. #110, REDONDO BEACH, CA 90277. Full name of registrant(s) is (are) SAMRAN POONPONGSAI, 1300 S. PACIFIC COAST HWY. #110, REDONDO BEACH, CA 90277. This Business is conducted by: AN INDIVIDUAL. Signed: SAMRAN POONPONGSAI. This statement was filed with the County Clerk of Los Angeles County on 04/17/2014. The registrant(s) has (have) commenced to transact business under the fictitious business name or names listed above on N/A. NOTICE: This Fictitious Name Statement expires five years from the date it was filed in the office of the County Clerk. A new Fictitious Business Name Statement must be filed prior to that date. The filing of this statement does not of itself authorize the use in this state of a Fictitious Business Name in violation of the rights of another under Federal, State, or common law (See section 14411 et seq. Business and Professions Code)Publish: Mountain Views News <box>183 1292 348 1488</box>
notice-file-number: File No. 2014-100833 <box>883 1556 955 1565</box>
legal-notice <box>533 1200 698 1404</box>
legal-notice <box>883 1327 1048 1540</box>
notice-publication-dates: Dates Pub: April 19, 26, May 03, 10, 2014 <box>883 635 1020 645</box>
notice-body: The following person(s): ANGEL CARRILLO, 7402 LOCUST AVE., FONTANA, CA 92336, has/have abandoned the use of the fictitious business name: PRADO'S TACOS, 1501 LONG BEACH BLVD., COMPTON, CA 90221. The fictitious business name referred to above was filed on 06/18/2012, in the County of Los Angeles. The original file number of 20121052612. The business was conducted by: AN INDIVIDUAL. This statement was filed with the County Clerk of Los Angeles on 04/11/2014. The business information in this statement is true and correct. (A registrant who declares as true information which he or she knows to be false, is guilty of a crime.) SIGNED: ANGEL CARRILLO. <box>708 815 873 943</box>
legal-notice <box>708 1353 873 1532</box>
notice-publication-dates: Dates Pub: April 26, May 03, 10, 17, 2014 <box>708 388 845 398</box>
legal-notice <box>883 1080 1048 1318</box>
notice-file-number: FILE NO. 2014-100686 <box>708 423 785 432</box>
notice-body: The following person(s) is (are) doing business as C & J TRUCKING, 114 CASA VISTA, POMONA, CA 91768. Full name of registrant(s) is (are) GILBERT WILLIAMS, 114 CASA VISTA, POMONA, CA 91768. This Business is conducted by: AN INDIVIDUAL. Signed: GILBERT WILLIAMS. This statement was filed with the County Clerk of Los Angeles County on 04/11/2014. The registrant(s) has (have) commenced to transact business under the fictitious business name or names listed above on 07/16/1999. NOTICE: This Fictitious Name Statement expires five years from the date it was filed in the office of the County Clerk. A new Fictitious Business Name Statement must be filed prior to that date. The filing of this statement does not of itself authorize the use in this state of a Fictitious Business Name in violation of the rights of another under Federal, State, or common law (See section 14411 et seq. Business and Professions Code)Publish: Mountain Views News <box>883 670 1048 849</box>
notice-body: The following person(s) is (are) doing business as PESCADERIA EL PESCADOR RESTAURANT, 17245 E. VALLEY BLVD., LA PUENTE, CA 91744. Full name of registrant(s) is (are) RICARDO H. REYNOSO, 520 SHADYDALE AVE., LA PUENTE, CA 91744. This Business is conducted by: AN INDIVIDUAL. Signed: RICARDO H. REYNOSO. This statement was filed with the County Clerk of Los Angeles County on 04/16/2014. The registrant(s) has (have) commenced to transact business under the fictitious business name or names listed above on N/A. NOTICE: This Fictitious Name Statement expires five years from the date it was filed in the office of the County Clerk. A new Fictitious Business Name Statement must be filed prior to that date. The filing of this statement does not of itself authorize the use in this state of a Fictitious Business Name in violation of the rights of another under Federal, State, or common law (See section 14411 et seq. Business and Professions Code)Publish: Mountain Views News <box>358 295 523 483</box>
notice-publication-dates: Dates Pub: April 26, May 03, 10, 17, 2014 <box>708 158 845 168</box>
notice-title: FICTITIOUS BUSINESS NAME STATEMENT <box>183 1948 334 1957</box>
notice-file-number: File No. 2014-104406 <box>8 755 80 764</box>
notice-title: FICTITIOUS BUSINESS NAME STATEMENT <box>533 985 684 995</box>
legal-notice <box>533 1413 698 1609</box>
notice-publication-dates: Dates Pub: April 26, May 03, 10, 17, 2014 <box>183 1487 320 1497</box>
notice-title: FICTITIOUS BUSINESS NAME STATEMENT <box>8 1402 159 1412</box>
legal-notice <box>708 177 873 398</box>
legal-notice <box>8 509 173 739</box>
page-footer <box>0 1966 1056 1989</box>
notice-title: FICTITIOUS BUSINESS NAME STATEMENT <box>358 1811 509 1821</box>
legal-notice <box>358 1174 523 1370</box>
notice-title: FICTITIOUS BUSINESS NAME STATEMENT <box>883 65 1034 74</box>
legal-notice <box>8 288 173 501</box>
notice-publication-dates: Dates Pub: April 26, May 03, 10, 17, 2014 <box>358 1572 495 1582</box>
notice-file-number: File No. 2014-104094 <box>8 1411 80 1420</box>
notice-body: The following person(s) is (are) doing business as UNIQUE NAILS & SPA, 2615 W. 190TH ST. STE 104, REDONDO BEACH, CA 90278. Full name of registrant(s) is (are) KELLY NGUYEN, 15944 ATKINSON AVE., GARDENA, CA 90249. This Business is conducted by: AN INDIVIDUAL. Signed: KELLY NGUYEN. This statement was filed with the County Clerk of Los Angeles County on 04/14/2014. The registrant(s) has (have) commenced to transact business under the fictitious business name or names listed above on 12/12/2007. NOTICE: This Fictitious Name Statement expires five years from the date it was filed in the office of the County Clerk. A new Fictitious Business Name Statement must be filed prior to that date. The filing of this statement does not of itself authorize the use in this state of a Fictitious Business Name in violation of the rights of another under Federal, State, or common law (See section 14411 et seq. Business and Professions Code)Publish: Mountain Views News <box>533 1215 698 1395</box>
notice-title: FICTITIOUS BUSINESS NAME STATEMENT <box>883 210 1034 219</box>
notice-publication-dates: Dates Pub: April 26, May 03, 10, 17, 2014 <box>183 1053 320 1062</box>
legal-notice <box>708 407 873 586</box>
notice-publication-dates: Publish: Mountain Views News Dates Pub: April 26, May 03, 10, 17, 2014 <box>708 1326 873 1344</box>
notice-title: FICTITIOUS BUSINESS NAME STATEMENT <box>533 133 684 143</box>
notice-body: The following person(s) is (are) doing business as PIC TRUCK PARTS, 533 E. 111TH PL., L.A., CA 90061. Full name of registrant(s) is (are) ABEL RINCON, 533 E. 111 PL., L.A., CA 90061. This Business is conducted by: AN INDIVIDUAL. Signed: ABEL RINCON. This statement was filed with the County Clerk of Los Angeles County on 04/16/2014. The registrant(s) has (have) commenced to transact business under the fictitious business name or names listed above on N/A. NOTICE: This Fictitious Name Statement expires five years from the date it was filed in the office of the County Clerk. A new Fictitious Business Name Statement must be filed prior to that date. The filing of this statement does not of itself authorize the use in this state of a Fictitious Business Name in violation of the rights of another under Federal, State, or common law (See section 14411 et seq. Business and Professions Code)Publish: Mountain Views News <box>358 516 523 687</box>
notice-file-number: File No. 2014-104214 <box>183 1283 255 1293</box>
legal-notice <box>708 1754 873 1958</box>
notice-title: FICTITIOUS BUSINESS NAME STATEMENT <box>533 1411 684 1421</box>
notice-title: FICTITIOUS BUSINESS NAME STATEMENT <box>358 704 509 713</box>
notice-publication-dates: Dates Pub: April 26, May 03, 10, 17, 2014 <box>533 968 670 977</box>
notice-file-number: File No. 2014-103014 <box>358 286 430 296</box>
notice-title: FICTITIOUS BUSINESS NAME STATEMENT <box>183 857 334 867</box>
notice-body: The following person(s) is (are) doing business as FRA AUTO BODY PARTS, 1649 E. HACIENDA AVE., WEST COVINA, CA 91791. Full name of registrant(s) is (are) FRANCISCO JAVIER AGUIRRE, 1649 E. HACIENDA AVE., WEST COVINA, CA 91791. This Business is conducted by: AN INDIVIDUAL. Signed: FRANCISCO JAVIER AGUIRRE. This statement was filed with the County Clerk of Los Angeles County on 04/17/2014. The registrant(s) has (have) commenced to transact business under the fictitious business name or names listed above on N/A. NOTICE: This Fictitious Name Statement expires five years from the date it was filed in the office of the County Clerk. A new Fictitious Business Name Statement must be filed prior to that date. The filing of this statement does not of itself authorize the use in this state of a Fictitious Business Name in violation of the rights of another under Federal, State, or common law (See section 14411 et seq. Business and Professions Code)Publish: Mountain Views News <box>8 976 173 1164</box>
notice-title: FICTITIOUS BUSINESS NAME STATEMENT <box>183 184 334 194</box>
legal-notice <box>533 774 698 978</box>
notice-publication-dates: Dates Pub: April 19, 26, May 03, 10, 2014 <box>883 1308 1020 1318</box>
footer-address: 80 W Sierra Madre Blvd. No. 327 Sierra Madre, Ca. 91024 <box>185 1970 522 1985</box>
notice-file-number: File No. 2014-103381 <box>183 423 255 432</box>
notice-title: STATEMENT OF ABANDONMENT OF USE OF FICTITIOUS BUSINESS NAME <box>708 968 873 986</box>
legal-notice <box>8 748 173 952</box>
legal-notice <box>183 859 348 1063</box>
notice-title: FICTITIOUS BUSINESS NAME STATEMENT <box>358 499 509 509</box>
notice-title: STATEMENT OF ABANDONMENT OF USE OF FICTITIOUS BUSINESS NAME <box>708 1352 873 1370</box>
notice-publication-dates: Dates Pub: April 26, May 03, 10, 17, 2014 <box>183 1257 320 1267</box>
legal-notice <box>8 961 173 1174</box>
notice-file-number: File No. 2014-103643 <box>8 73 80 83</box>
notice-publication-dates: Dates Pub: April 19, 26, May 03, 10, 2014 <box>883 405 1020 415</box>
notice-body: The following person(s) is (are) doing business as PERSPECTIVE MIND PUBLISHING, 2536 HAUSER BLVD. UNIT 3, L.A., CA 90016. Full name of registrant(s) is (are) WILLIAM C. HAUGHEY, 2536 HAUSER BLVD. UNIT 3, L.A., CA 90016. This Business is conducted by: AN INDIVIDUAL. Signed: WILLIAM C. HAUGHEY. This statement was filed with the County Clerk of Los Angeles County on 04/16/2014. The registrant(s) has (have) commenced to transact business under the fictitious business name or names listed above on N/A. NOTICE: This Fictitious Name Statement expires five years from the date it was filed in the office of the County Clerk. A new Fictitious Business Name Statement must be filed prior to that date. The filing of this statement does not of itself authorize the use in this state of a Fictitious Business Name in violation of the rights of another under Federal, State, or common law (See section 14411 et seq. Business and Professions Code)Publish: Mountain Views News <box>358 73 523 261</box>
notice-publication-dates: Publish: Mountain Views News Dates Pub: April 26, May 03, 10, 17, 2014 <box>708 1138 873 1156</box>
notice-title: FICTITIOUS BUSINESS NAME STATEMENT <box>358 278 509 287</box>
notice-file-number: File No. 2014-101380 <box>708 1548 780 1557</box>
notice-title: FICTITIOUS BUSINESS NAME STATEMENT <box>883 866 1034 875</box>
notice-body: The following person(s) is (are) doing business as QIN WEST CHINESE CUISINE, 727 N. BROADWAY STE 111, L.A., CA 90012-2864. Full name of registrant(s) is (are) XUEMIN KOU, 727 N. BROADWAY STE 111, L.A., CA 90012-2864; LIYIZHI KOU, 727 N. BROADWAY STE 111, L.A., CA 90012-2864. This Business is conducted by: A GENERAL PARTNERSHIP. Signed: XUEMIN KOU. This statement was filed with the County Clerk of Los Angeles County on 04/15/2014. The registrant(s) has (have) commenced to transact business under the fictitious business name or names listed above on 03/01/2009. NOTICE: This Fictitious Name Statement expires five years from the date it was filed in the office of the County Clerk. A new Fictitious Business Name Statement must be filed prior to that date. The filing of this statement does not of itself authorize the use in this state of a Fictitious Business Name in violation of the rights of another under Federal, State, or common law (See section 14411 et seq. Business and Professions Code)Publish: Mountain Views News <box>358 959 523 1156</box>
notice-file-number: File No. 2014-102551 <box>358 951 430 960</box>
notice-body: The following person(s) is (are) doing business as RP SUPPLIES, 2370 N. DUFFEE AVE. UNIT H, EL MONTE, CA 91732. Full name of registrant(s) is (are) PJP, INC., 2370 N. DUFFEE AVE. UNIT H, EL MONTE, CA 91732. This Business is conducted by: A CORPORATION. Signed: PABLO DE JESUS. This statement was filed with the County Clerk of Los Angeles County on 04/17/2014. The registrant(s) has (have) commenced to transact business under the fictitious business name or names listed above on N/A. NOTICE: This Fictitious Name Statement expires five years from the date it was filed in the office of the County Clerk. A new Fictitious Business Name Statement must be filed prior to that date. The filing of this statement does not of itself authorize the use in this state of a Fictitious Business Name in violation of the rights of another under Federal, State, or common law (See section 14411 et seq. Business and Professions Code)Publish: Mountain Views News <box>533 150 698 330</box>
notice-publication-dates: Dates Pub: April 19, 26, May 03, 10, 2014 <box>708 1948 845 1957</box>
notice-publication-dates: Dates Pub: April 26, May 03, 10, 17, 2014 <box>183 1709 320 1718</box>
notice-body: The following person(s) is (are) doing business as CVI, 11000 ROSE AVE. #28, LOS ANGELES, CA 90034. Full name of registrant(s) is (are) VISSENTA BRAVO, 1515 W. 70TH ST., L.A., CA 90047; ALEJANDRA VELASCO, 10908 SEVILLE AVE., HUNTINGTON PARK, CA 90255. This Business is conducted by: CO-PARTNERS. Signed: VISSENTA BRAVO. This statement was filed with the County Clerk of Los Angeles County on 04/14/2014. The registrant(s) has (have) commenced to transact business under the fictitious business name or names listed above on N/A. NOTICE: This Fictitious Name Statement expires five years from the date it was filed in the office of the County Clerk. A new Fictitious Business Name Statement must be filed prior to that date. The filing of this statement does not of itself authorize the use in this state of a Fictitious Business Name in violation of the rights of another under Federal, State, or common law (See section 14411 et seq. Business and Professions Code)Publish: Mountain Views News <box>883 1343 1048 1531</box>
notice-title: FICTITIOUS BUSINESS NAME STATEMENT <box>883 423 1034 432</box>
notice-publication-dates: Dates Pub: April 26, May 03, 10, 17, 2014 <box>8 942 145 951</box>
notice-file-number: File No. 2014-101385 <box>883 1769 955 1778</box>
notice-title: FICTITIOUS BUSINESS NAME STATEMENT <box>183 1505 334 1514</box>
legal-notice <box>358 1378 523 1582</box>
legal-notices-columns <box>8 65 1223 1964</box>
notice-publication-dates: Dates Pub: April 26, May 03, 10, 17, 2014 <box>8 1836 145 1846</box>
notice-publication-dates: Publish: Mountain Views News Dates Pub: April 26, May 03, 10, 17, 2014 <box>708 763 873 781</box>
notice-title: FICTITIOUS BUSINESS NAME STATEMENT <box>358 1590 509 1599</box>
notice-file-number: File No. 2014-104745 <box>8 968 80 977</box>
legal-notice <box>8 1182 173 1395</box>
notice-publication-dates: Dates Pub: April 26, May 03, 10, 17, 2014 <box>533 1811 670 1821</box>
legal-notice <box>1058 101 1223 169</box>
notice-file-number: File No. 2014-103112 <box>533 559 604 569</box>
notice-file-number: File No. 2014-104329 <box>533 142 605 151</box>
notice-file-number: File No. 2014-100887 <box>1058 108 1130 117</box>
notice-publication-dates: Dates Pub: April 26, May 03, 10, 17, 2014 <box>183 397 320 406</box>
notice-file-number: File No. 2014-104133 <box>533 1837 605 1847</box>
notice-body: The following person(s) is (are) doing business as ABF ELECTRIC, 1518 ARROW HWY. STE D, LA VERNE, CA 91750. Full name of registrant(s) is (are) JEFFREY ALAN FOGLTANCE, 1518 ARROW HWY. STE D, LA VERNE, CA 91750. This Business is conducted by: AN INDIVIDUAL. Signed: JEFFREY ALAN FOGLTANCE. This statement was filed with the County Clerk of Los Angeles County on 04/11/2014. The registrant(s) has (have) commenced to transact business under the fictitious business name or names listed above on N/A. NOTICE: This Fictitious Name Statement expires five years from the date it was filed in the office of the County Clerk. A new Fictitious Business Name Statement must be filed prior to that date. The filing of this statement does not of itself authorize the use in this state of a Fictitious Business Name in violation of the rights of another under Federal, State, or common law (See section 14411 et seq. Business and Professions Code)Publish: Mountain Views News <box>883 227 1048 406</box>
notice-body: The following person(s) is (are) doing business as CITY OF ANGELS TRANSPORT, 3101 E. 6TH ST. #1, LONG BEACH, CA 90814. Full name of registrant(s) is (are) ZEMMEN MESHESHA, 3101 E. 6TH ST. #1, LONG BEACH, CA 90814. This Business is conducted by: AN INDIVIDUAL. Signed: ZEMMEN MESHESHA. This statement was filed with the County Clerk of Los Angeles County on 04/14/2014. The registrant(s) has (have) commenced to transact business under the fictitious business name or names listed above on N/A. NOTICE: This Fictitious Name Statement expires five years from the date it was filed in the office of the County Clerk. A new Fictitious Business Name Statement must be filed prior to that date. The filing of this statement does not of itself authorize the use in this state of a Fictitious Business Name in violation of the rights of another under Federal, State, or common law (See section 14411 et seq. Business and Professions Code)Publish: Mountain Views News <box>883 883 1048 1062</box>
notice-file-number: File No. 2014-111742 <box>8 1632 78 1642</box>
notice-body: The following person(s) is (are) doing business as A&R TRADING, 200 S. GARFIELD AVE. STE 308E, ALHAMBRA, CA 91801. Full name of registrant(s) is (are) 4 SEASON AUTO, INC., 4934 WALNUT GROVE AVE. UNIT 103, SAN GABRIEL, CA 91776. This Business is conducted by: A CORPORATION. Signed: HUY A. HO. This statement was filed with the County Clerk of Los Angeles County on 04/14/2014. The registrant(s) has (have) commenced to transact business under the fictitious business name or names listed above on N/A. NOTICE: This Fictitious Name Statement expires five years from the date it was filed in the office of the County Clerk. <box>883 82 1048 202</box>
notice-file-number: File No. 2014-103660 <box>358 1820 430 1829</box>
notice-file-number: File No. 2014-102454 <box>358 65 430 74</box>
notice-title: FICTITIOUS BUSINESS NAME STATEMENT <box>708 176 859 185</box>
notice-file-number: File No. 2014-103809 <box>358 712 430 722</box>
legal-notice <box>183 1728 348 1941</box>
notice-publication-dates: Dates Pub: April 26, May 03, 10, 17, 2014 <box>8 729 145 738</box>
notice-file-number: File No. 2014-103388 <box>183 1513 255 1523</box>
notice-publication-dates: Publish: Mountain Views News Dates Pub: April 26, May 03, 10, 17, 2014 <box>708 942 873 960</box>
notice-body: The following person(s) is (are) doing business as METRO-FILLULAR, 24201 VALENCIA BLVD. #1025, VALENCIA, CA 91355. Full name of registrant(s) is (are) SCOTT EDWARD TAYLOR, 23737 SUNNYSIDE ST., LA CANADA, CA 91011. This Business is conducted by: AN INDIVIDUAL. Signed: SCOTT EDWARD TAYLOR. This statement was filed with the County Clerk of Los Angeles County on 04/16/2014. The registrant(s) has (have) commenced to transact business under the fictitious business name or names listed above on N/A. NOTICE: This Fictitious Name Statement expires five years from the date it was filed in the office of the County Clerk. A new Fictitious Business Name Statement must be filed prior to that date. The filing of this statement does not of itself authorize the use in this state of a Fictitious Business Name in violation of the rights of another under Federal, State, or common law (See section 14411 et seq. Business and Professions Code)Publish: Mountain Views News <box>183 874 348 1054</box>
footer-office-phone: Office: 626.355.2737 <box>560 1970 681 1985</box>
notice-file-number: File No. 2014-098294 <box>883 431 955 441</box>
notice-body: The following person(s) is (are) doing business as GOOD ENERGY PROJECT, 3008 E. 3RD ST. #3, LONG BEACH, CA 90814. Full name of registrant(s) is (are) AARON GIBBS, 3008 E. 3RD ST. #3, LONG BEACH, CA 90814. This Business is conducted by: AN INDIVIDUAL. <box>1058 116 1223 168</box>
legal-notice <box>883 211 1048 415</box>
notice-publication-dates: Dates Pub: April 19, 26, May 03, 10, 2014 <box>1058 82 1195 91</box>
notice-publication-dates: Publish: Mountain Views News Dates Pub: April 26, May 03, 10, 17, 2014 <box>708 567 873 585</box>
notice-body: The following person(s) is (are) doing business as LOUD COLORS CLOTHING, 6087 OLIVE AVE., LONG BEACH, CA 90805. Full name of registrant(s) is (are) CHRISTIAN PADILLA, 6087 OLIVE AVE., LONG BEACH, CA 90805. This Business is conducted by: AN INDIVIDUAL. Signed: CHRISTIAN PADILLA. This statement was filed with the County Clerk of Los Angeles County on 04/16/2014. The registrant(s) has (have) commenced to transact business under the fictitious business name or names listed above on N/A. NOTICE: This Fictitious Name Statement expires five years from the date it was filed in the office of the County Clerk. A new Fictitious Business Name Statement must be filed prior to that date. The filing of this statement does not of itself authorize the use in this state of a Fictitious Business Name in violation of the rights of another under Federal, State, or common law (See section 14411 et seq. Business and Professions Code)Publish: Mountain Views News <box>183 431 348 611</box>
notice-publication-dates: Dates Pub: April 26, May 03, 10, 17, 2014 <box>358 925 495 934</box>
notice-publication-dates: Dates Pub: April 19, 26, May 03, 10, 2014 <box>883 848 1020 858</box>
legal-notice <box>8 1404 173 1617</box>
notice-title: FICTITIOUS BUSINESS NAME STATEMENT <box>883 1760 1034 1770</box>
notice-publication-dates: Dates Pub: April 26, May 03, 10, 17, 2014 <box>8 1163 145 1173</box>
notice-body: The following person(s) is (are) doing business as SOLIS GRAPHIC AND BANNER, 9117½ S. MAIN ST., L.A., CA 90003. Full name of registrant(s) is (are) ISAAC SOLIS, 9117½ S. MAIN ST., L.A., CA 90003. This Business is conducted by: AN INDIVIDUAL. Signed: ISAAC SOLIS. This statement was filed with the County Clerk of Los Angeles County on 04/16/2014. The registrant(s) has (have) commenced to transact business under the fictitious business name or names listed above on 04/16/2014. NOTICE: This Fictitious Name Statement expires five years from the date it was filed in the office of the County Clerk. A new Fictitious Business Name Statement must be filed prior to that date. The filing of this statement does not of itself authorize the use in this state of a Fictitious Business Name in violation of the rights of another under Federal, State, or common law (See section 14411 et seq. Business and Professions Code)Publish: Mountain Views News <box>533 363 698 534</box>
notice-publication-dates: Dates Pub: April 26, May 03, 10, 17, 2014 <box>183 840 320 849</box>
notice-publication-dates: Dates Pub: April 26, May 03, 10, 17, 2014 <box>358 260 495 270</box>
notice-title: FICTITIOUS BUSINESS NAME STATEMENT <box>8 286 159 296</box>
notice-publication-dates: Dates Pub: April 26, May 03, 10, 17, 2014 <box>533 329 670 338</box>
notice-publication-dates: Publish: Mountain Views News Dates Pub: April 26, May 03, 10, 17, 2014 <box>708 1513 873 1531</box>
notice-file-number: File No. 2014-103466 <box>358 1598 430 1608</box>
notice-title: FICTITIOUS BUSINESS NAME STATEMENT <box>708 1752 859 1762</box>
notice-file-number: File No. 2014-102571 <box>8 295 80 304</box>
footer-fax: Fax: 626.609.3285 <box>690 1970 799 1985</box>
